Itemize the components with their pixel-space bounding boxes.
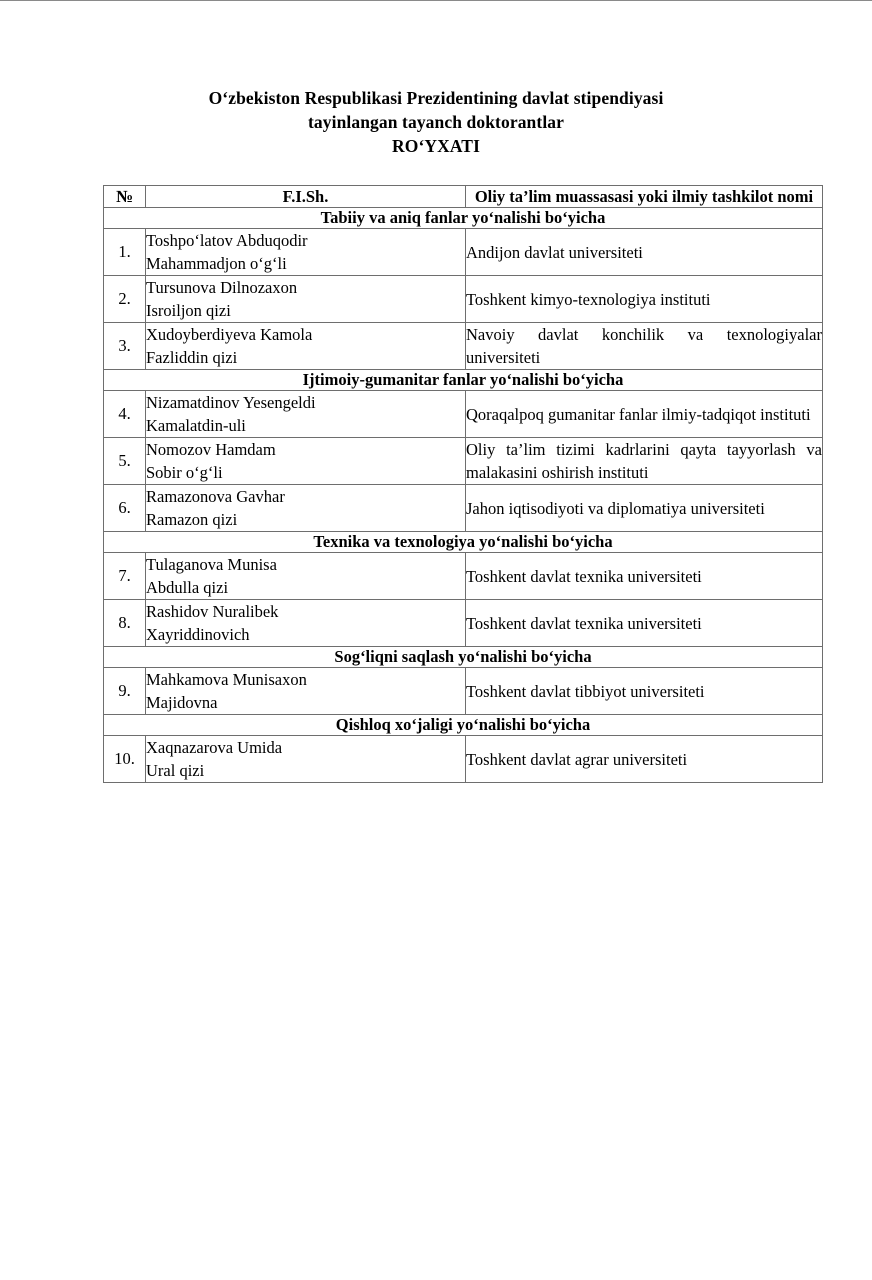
table-header-row (104, 186, 823, 208)
row-number: 8. (104, 600, 146, 647)
document-title (0, 86, 872, 158)
row-organization: Toshkent davlat texnika universiteti (466, 553, 823, 600)
title-line-1: O‘zbekiston Respublikasi Prezidentining davlat stipendiyasi (208, 88, 664, 108)
row-person-name-line1: Rashidov Nuralibek (146, 602, 279, 621)
row-person-name (146, 553, 466, 600)
row-number: 9. (104, 668, 146, 715)
table-body (104, 186, 823, 783)
section-heading: Sog‘liqni saqlash yo‘nalishi bo‘yicha (104, 647, 823, 668)
row-person-name (146, 485, 466, 532)
section-heading: Ijtimoiy-gumanitar fanlar yo‘nalishi bo‘yicha (104, 370, 823, 391)
row-person-name-line1: Tursunova Dilnozaxon (146, 278, 298, 297)
section-heading-row (104, 208, 823, 229)
row-person-name-line1: Xudoyberdiyeva Kamola (146, 325, 313, 344)
column-header-number: № (104, 186, 146, 208)
row-organization: Toshkent kimyo-texnologiya instituti (466, 276, 823, 323)
row-person-name-line1: Ramazonova Gavhar (146, 487, 285, 506)
table-row (104, 600, 823, 647)
row-organization: Toshkent davlat texnika universiteti (466, 600, 823, 647)
row-person-name-line2: Ural qizi (146, 761, 205, 780)
table-row (104, 323, 823, 370)
row-organization: Toshkent davlat tibbiyot universiteti (466, 668, 823, 715)
row-person-name-line2: Abdulla qizi (146, 578, 229, 597)
row-person-name (146, 276, 466, 323)
row-organization: Oliy ta’lim tizimi kadrlarini qayta tayyorlash va malakasini oshirish instituti (466, 438, 823, 485)
table-row (104, 391, 823, 438)
row-organization: Andijon davlat universiteti (466, 229, 823, 276)
doctorants-table (103, 185, 823, 783)
row-organization: Jahon iqtisodiyoti va diplomatiya universiteti (466, 485, 823, 532)
row-number: 3. (104, 323, 146, 370)
row-number: 7. (104, 553, 146, 600)
row-person-name-line1: Nizamatdinov Yesengeldi (146, 393, 316, 412)
section-heading: Texnika va texnologiya yo‘nalishi bo‘yicha (104, 532, 823, 553)
row-person-name-line2: Sobir o‘g‘li (146, 463, 223, 482)
row-person-name-line2: Fazliddin qizi (146, 348, 238, 367)
table-row (104, 553, 823, 600)
row-person-name (146, 438, 466, 485)
row-number: 1. (104, 229, 146, 276)
row-number: 6. (104, 485, 146, 532)
column-header-organization (466, 186, 823, 208)
column-header-organization-line2: ilmiy tashkilot nomi (671, 187, 814, 206)
section-heading: Qishloq xo‘jaligi yo‘nalishi bo‘yicha (104, 715, 823, 736)
section-heading-row (104, 370, 823, 391)
section-heading-row (104, 532, 823, 553)
title-line-2: tayinlangan tayanch doktorantlar (307, 112, 564, 132)
row-number: 5. (104, 438, 146, 485)
row-person-name-line2: Ramazon qizi (146, 510, 238, 529)
title-line-3: RO‘YXATI (392, 136, 480, 156)
column-header-name: F.I.Sh. (146, 186, 466, 208)
table-row (104, 229, 823, 276)
table-row (104, 438, 823, 485)
row-person-name-line2: Kamalatdin-uli (146, 416, 246, 435)
row-person-name (146, 600, 466, 647)
row-person-name-line1: Xaqnazarova Umida (146, 738, 283, 757)
table-row (104, 736, 823, 783)
page-top-rule (0, 0, 872, 1)
section-heading: Tabiiy va aniq fanlar yo‘nalishi bo‘yicha (104, 208, 823, 229)
row-person-name-line1: Toshpo‘latov Abduqodir (146, 231, 308, 250)
row-person-name (146, 668, 466, 715)
row-person-name-line1: Mahkamova Munisaxon (146, 670, 307, 689)
table-row (104, 276, 823, 323)
column-header-organization-line1: Oliy ta’lim muassasasi yoki (474, 187, 668, 206)
row-person-name (146, 229, 466, 276)
row-organization: Toshkent davlat agrar universiteti (466, 736, 823, 783)
row-person-name-line1: Tulaganova Munisa (146, 555, 277, 574)
section-heading-row (104, 715, 823, 736)
row-number: 10. (104, 736, 146, 783)
table-row (104, 485, 823, 532)
row-person-name-line2: Mahammadjon o‘g‘li (146, 254, 287, 273)
table-row (104, 668, 823, 715)
row-person-name-line1: Nomozov Hamdam (146, 440, 276, 459)
row-person-name (146, 323, 466, 370)
row-person-name-line2: Isroiljon qizi (146, 301, 231, 320)
row-person-name (146, 391, 466, 438)
row-number: 4. (104, 391, 146, 438)
section-heading-row (104, 647, 823, 668)
row-organization: Qoraqalpoq gumanitar fanlar ilmiy-tadqiqot instituti (466, 391, 823, 438)
row-person-name-line2: Majidovna (146, 693, 218, 712)
row-person-name-line2: Xayriddinovich (146, 625, 250, 644)
row-number: 2. (104, 276, 146, 323)
row-person-name (146, 736, 466, 783)
row-organization: Navoiy davlat konchilik va texnologiyalar universiteti (466, 323, 823, 370)
